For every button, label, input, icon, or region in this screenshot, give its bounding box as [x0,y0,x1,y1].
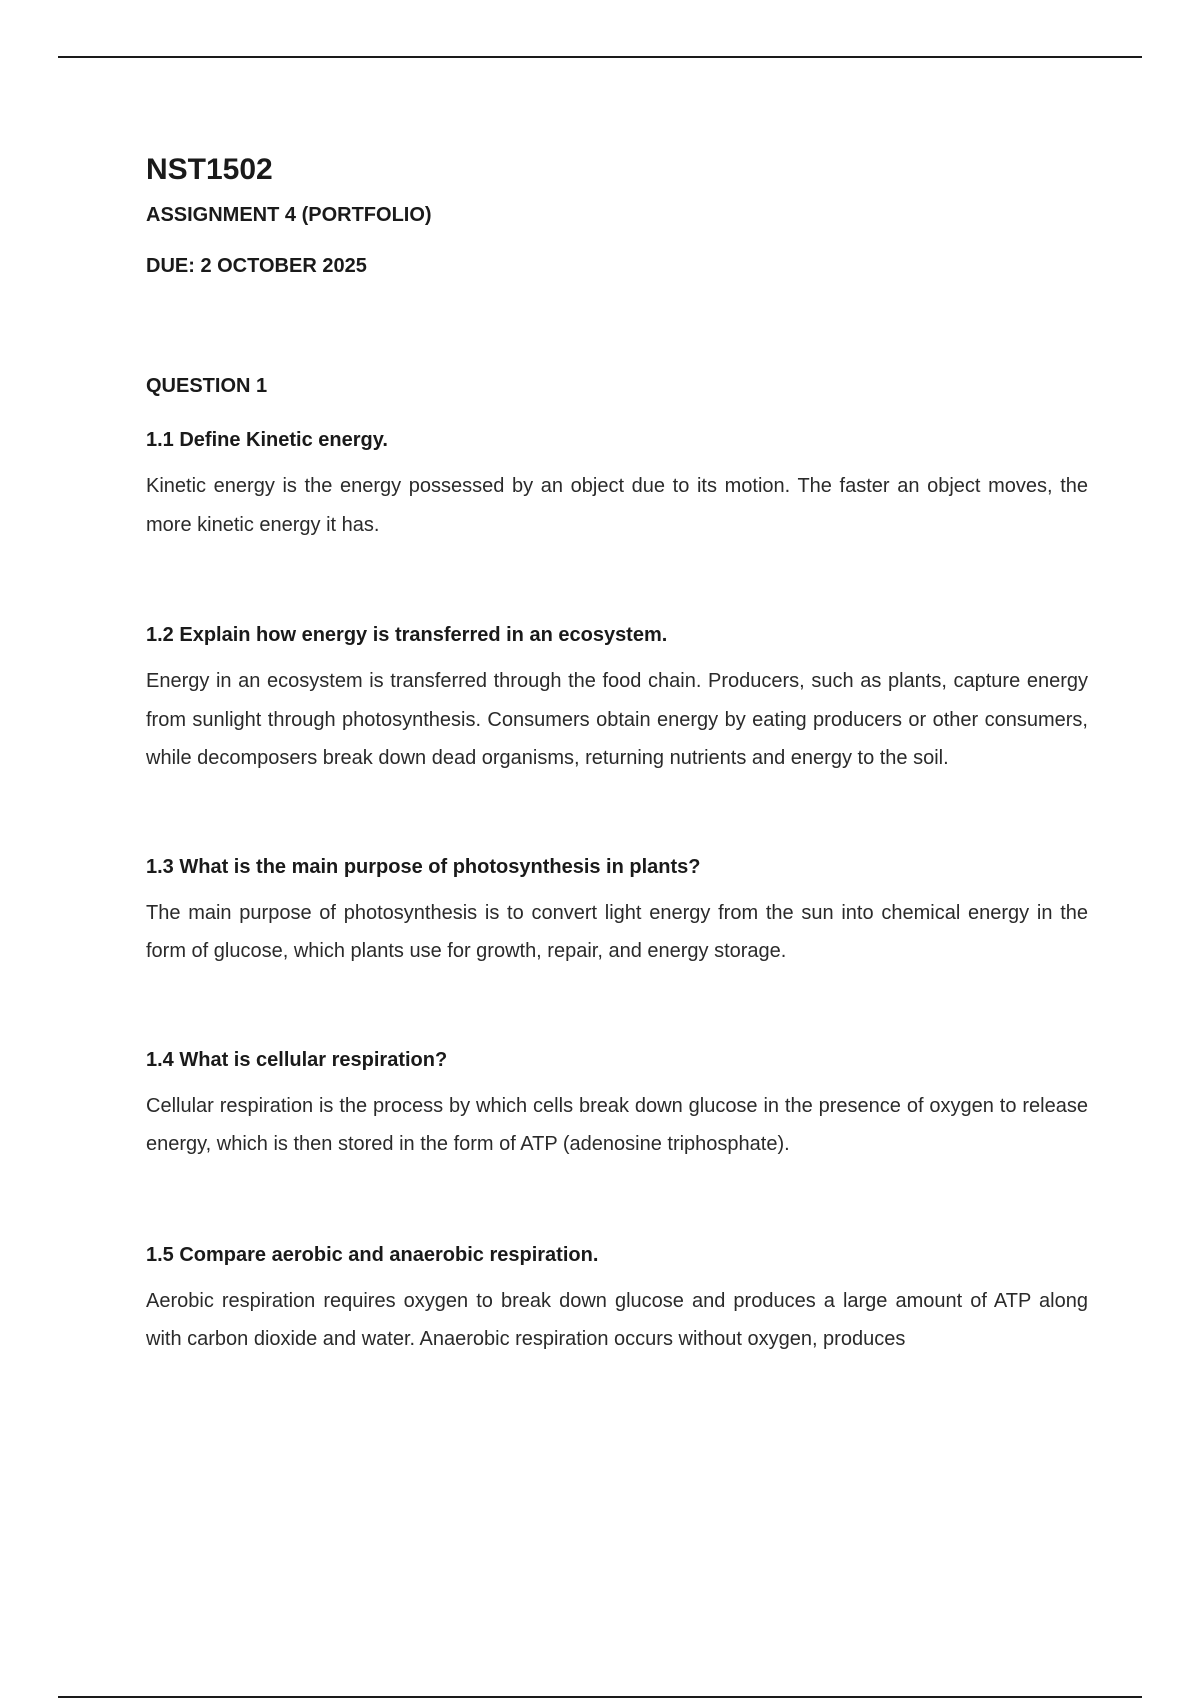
answer-text: Energy in an ecosystem is transferred through the food chain. Producers, such as plants, capture energy from sunlight through photosynthesis. Consumers obtain energy by eating producers or other consumers, while decomposers break down dead organisms, returning nutrients and energy to the soil. [146,670,1088,769]
due-date: DUE: 2 OCTOBER 2025 [146,255,367,277]
question-item-1-2 [146,622,1088,778]
question-title: 1.3 What is the main purpose of photosynthesis in plants? [146,855,701,878]
question-title: 1.4 What is cellular respiration? [146,1048,448,1071]
question-title: 1.1 Define Kinetic energy. [146,429,388,451]
course-code: NST1502 [146,153,273,186]
question-title: 1.2 Explain how energy is transferred in an ecosystem. [146,624,668,646]
document-page [146,150,1088,1359]
assignment-title: ASSIGNMENT 4 (PORTFOLIO) [146,204,432,226]
top-rule [58,56,1142,58]
question-heading: QUESTION 1 [146,375,268,397]
question-title: 1.5 Compare aerobic and anaerobic respiration. [146,1243,599,1266]
question-item-1-4 [146,1047,1088,1164]
answer-text: Cellular respiration is the process by which cells break down glucose in the presence of oxygen to release energy, which is then stored in the form of ATP (adenosine triphosphate). [146,1094,1088,1155]
answer-text: Aerobic respiration requires oxygen to break down glucose and produces a large amount of ATP along with carbon dioxide and water. Anaerobic respiration occurs without oxygen, produces [146,1289,1088,1350]
answer-text: Kinetic energy is the energy possessed by an object due to its motion. The faster an object moves, the more kinetic energy it has. [146,475,1088,536]
answer-text: The main purpose of photosynthesis is to convert light energy from the sun into chemical energy in the form of glucose, which plants use for growth, repair, and energy storage. [146,901,1088,962]
bottom-rule [58,1696,1142,1698]
question-item-1-5 [146,1242,1088,1359]
question-item-1-1 [146,427,1088,544]
question-item-1-3 [146,854,1088,971]
